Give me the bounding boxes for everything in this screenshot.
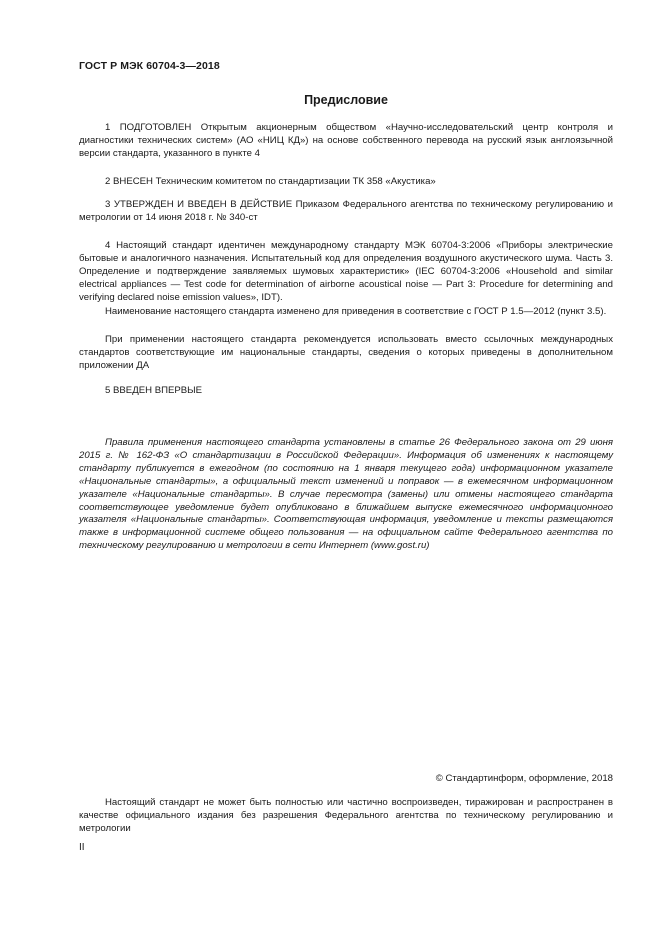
- page-number: II: [79, 842, 85, 853]
- reproduction-note: Настоящий стандарт не может быть полностью или частично воспроизведен, тиражирован и распространен в качестве официального издания без разрешения Федерального агентства по техническому регулированию и метрологии: [79, 797, 613, 834]
- foreword-item-5: 5 ВВЕДЕН ВПЕРВЫЕ: [105, 385, 203, 396]
- foreword-item-4-name-note: Наименование настоящего стандарта изменено для приведения в соответствие с ГОСТ Р 1.5—2012 (пункт 3.5).: [105, 306, 607, 317]
- foreword-item-2: 2 ВНЕСЕН Техническим комитетом по стандартизации ТК 358 «Акустика»: [105, 176, 436, 187]
- foreword-item-1: 1 ПОДГОТОВЛЕН Открытым акционерным обществом «Научно-исследовательский центр контроля и диагностики технических систем» (АО «НИЦ КД») на основе собственного перевода на русский язык англоязычной версии стандарта, указанного в пункте 4: [79, 122, 613, 159]
- rules-of-application-note: Правила применения настоящего стандарта установлены в статье 26 Федерального закона от 29 июня 2015 г. № 162-ФЗ «О стандартизации в Российской Федерации». Информация об изменениях к настоящему стандарту публикуется в ежегодном (по состоянию на 1 января текущего года) информационном указателе «Национальные стандарты», а официальный текст изменений и поправок — в ежемесячном информационном указателе «Национальные стандарты». В случае пересмотра (замены) или отмены настоящего стандарта соответствующее уведомление будет опубликовано в ближайшем выпуске ежемесячного информационного указателя «Национальные стандарты». Соответствующая информация, уведомление и тексты размещаются также в информационной системе общего пользования — на официальном сайте Федерального агентства по техническому регулированию и метрологии в сети Интернет (www.gost.ru): [79, 437, 613, 552]
- page-title: Предисловие: [304, 93, 388, 107]
- foreword-item-4-refs-note: При применении настоящего стандарта рекомендуется использовать вместо ссылочных международных стандартов соответствующие им национальные стандарты, сведения о которых приведены в дополнительном приложении ДА: [79, 334, 613, 371]
- foreword-item-3: 3 УТВЕРЖДЕН И ВВЕДЕН В ДЕЙСТВИЕ Приказом Федерального агентства по техническому регулированию и метрологии от 14 июня 2018 г. № 340-ст: [79, 199, 613, 223]
- foreword-item-4: 4 Настоящий стандарт идентичен международному стандарту МЭК 60704-3:2006 «Приборы электрические бытовые и аналогичного назначения. Испытательный код для определения воздушного акустического шума. Часть 3. Определение и подтверждение заявляемых шумовых характеристик» (IEC 60704-3:2006 «Household and similar electrical appliances — Test code for determination of airborne acoustical noise — Part 3: Procedure for determining and verifying declared noise emission values», IDT).: [79, 240, 613, 303]
- document-header: ГОСТ Р МЭК 60704-3—2018: [79, 60, 220, 72]
- copyright-line: © Стандартинформ, оформление, 2018: [435, 773, 613, 784]
